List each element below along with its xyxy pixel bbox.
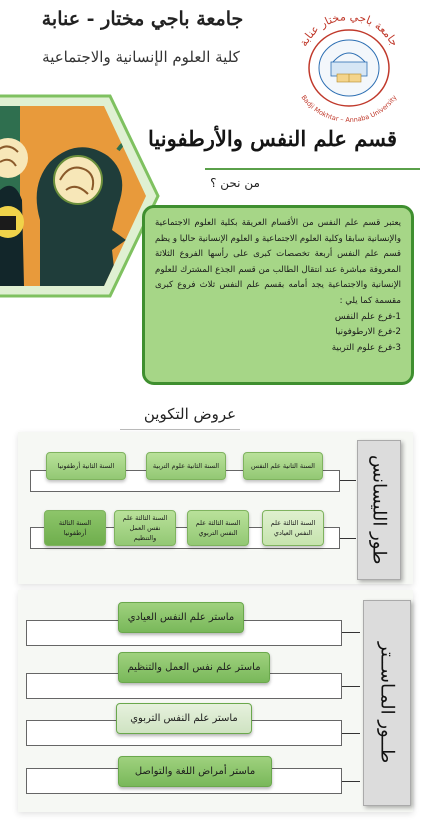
branch-psychology: 1-فرع علم النفس bbox=[334, 311, 401, 322]
logo-arc-bottom: Badji Mokhtar – Annaba University bbox=[299, 93, 399, 124]
faculty-name: كلية العلوم الإنسانية والاجتماعية bbox=[42, 48, 240, 66]
master-connector-1 bbox=[342, 632, 360, 633]
training-offers-rule bbox=[120, 429, 240, 430]
licence-year2-education: السنة الثانية علوم التربية bbox=[146, 452, 226, 480]
master-program-clinical: ماستر علم النفس العيادي bbox=[118, 602, 244, 633]
licence-year3-clinical: السنة الثالثة علم النفس العيادي bbox=[262, 510, 324, 546]
master-program-language-disorders: ماستر أمراض اللغة والتواصل bbox=[118, 756, 272, 787]
training-offers-title: عروض التكوين bbox=[143, 405, 237, 423]
licence-year3-educational: السنة الثالثة علم النفس التربوي bbox=[187, 510, 249, 546]
branch-orthophony: 2-فرع الارطوفونيا bbox=[335, 327, 401, 338]
licence-year3-orthophony: السنة الثالثة أرطفونيا bbox=[44, 510, 106, 546]
master-stage-label-box bbox=[363, 600, 411, 806]
master-program-work-org: ماستر علم نفس العمل والتنظيم bbox=[118, 652, 270, 683]
university-name: جامعة باجي مختار - عنابة bbox=[41, 8, 244, 30]
master-stage-label: طــور المـاســتر bbox=[376, 642, 398, 764]
who-are-we-label: من نحن ؟ bbox=[210, 176, 260, 190]
licence-connector-1 bbox=[340, 480, 356, 481]
master-program-educational: ماستر علم النفس التربوي bbox=[116, 703, 252, 734]
psychology-hexagon-illustration bbox=[0, 90, 160, 302]
about-box bbox=[142, 205, 414, 385]
master-connector-4 bbox=[342, 781, 360, 782]
licence-year3-work-org: السنة الثالثة علم نفس العمل والتنظيم bbox=[114, 510, 176, 546]
master-connector-3 bbox=[342, 733, 360, 734]
about-text: يعتبر قسم علم النفس من الأقسام العريقة بكلية العلوم الاجتماعية والإنسانية سابقا وكلية العلوم الاجتماعية و العلوم الإنسانية حاليا و يظم قسم علم النفس أربعة تخصصات كبرى على رأسها الفروع الثلاثة المعروفة مباشرة عند انتقال الطالب من قسم الجذع المشترك للعلوم الإنسانية والاجتماعية يجد أمامه بقسم علم النفس ثلاث فروع كبرى مقسمة كما يلي : bbox=[155, 218, 401, 306]
licence-connector-2 bbox=[340, 538, 356, 539]
title-underline bbox=[205, 168, 420, 170]
logo-arc-top: جامعة باجي مختار عنابة bbox=[296, 9, 402, 49]
licence-year2-psychology: السنة الثانية علم النفس bbox=[243, 452, 323, 480]
licence-stage-label-box bbox=[357, 440, 401, 580]
university-logo bbox=[279, 6, 419, 124]
master-connector-2 bbox=[342, 686, 360, 687]
licence-stage-label: طور الليسانس bbox=[368, 455, 390, 565]
department-title: قسم علم النفس والأرطفونيا bbox=[148, 126, 397, 151]
branch-education: 3-فرع علوم التربية bbox=[331, 342, 401, 353]
licence-year2-orthophony: السنة الثانية أرطفونيا bbox=[46, 452, 126, 480]
